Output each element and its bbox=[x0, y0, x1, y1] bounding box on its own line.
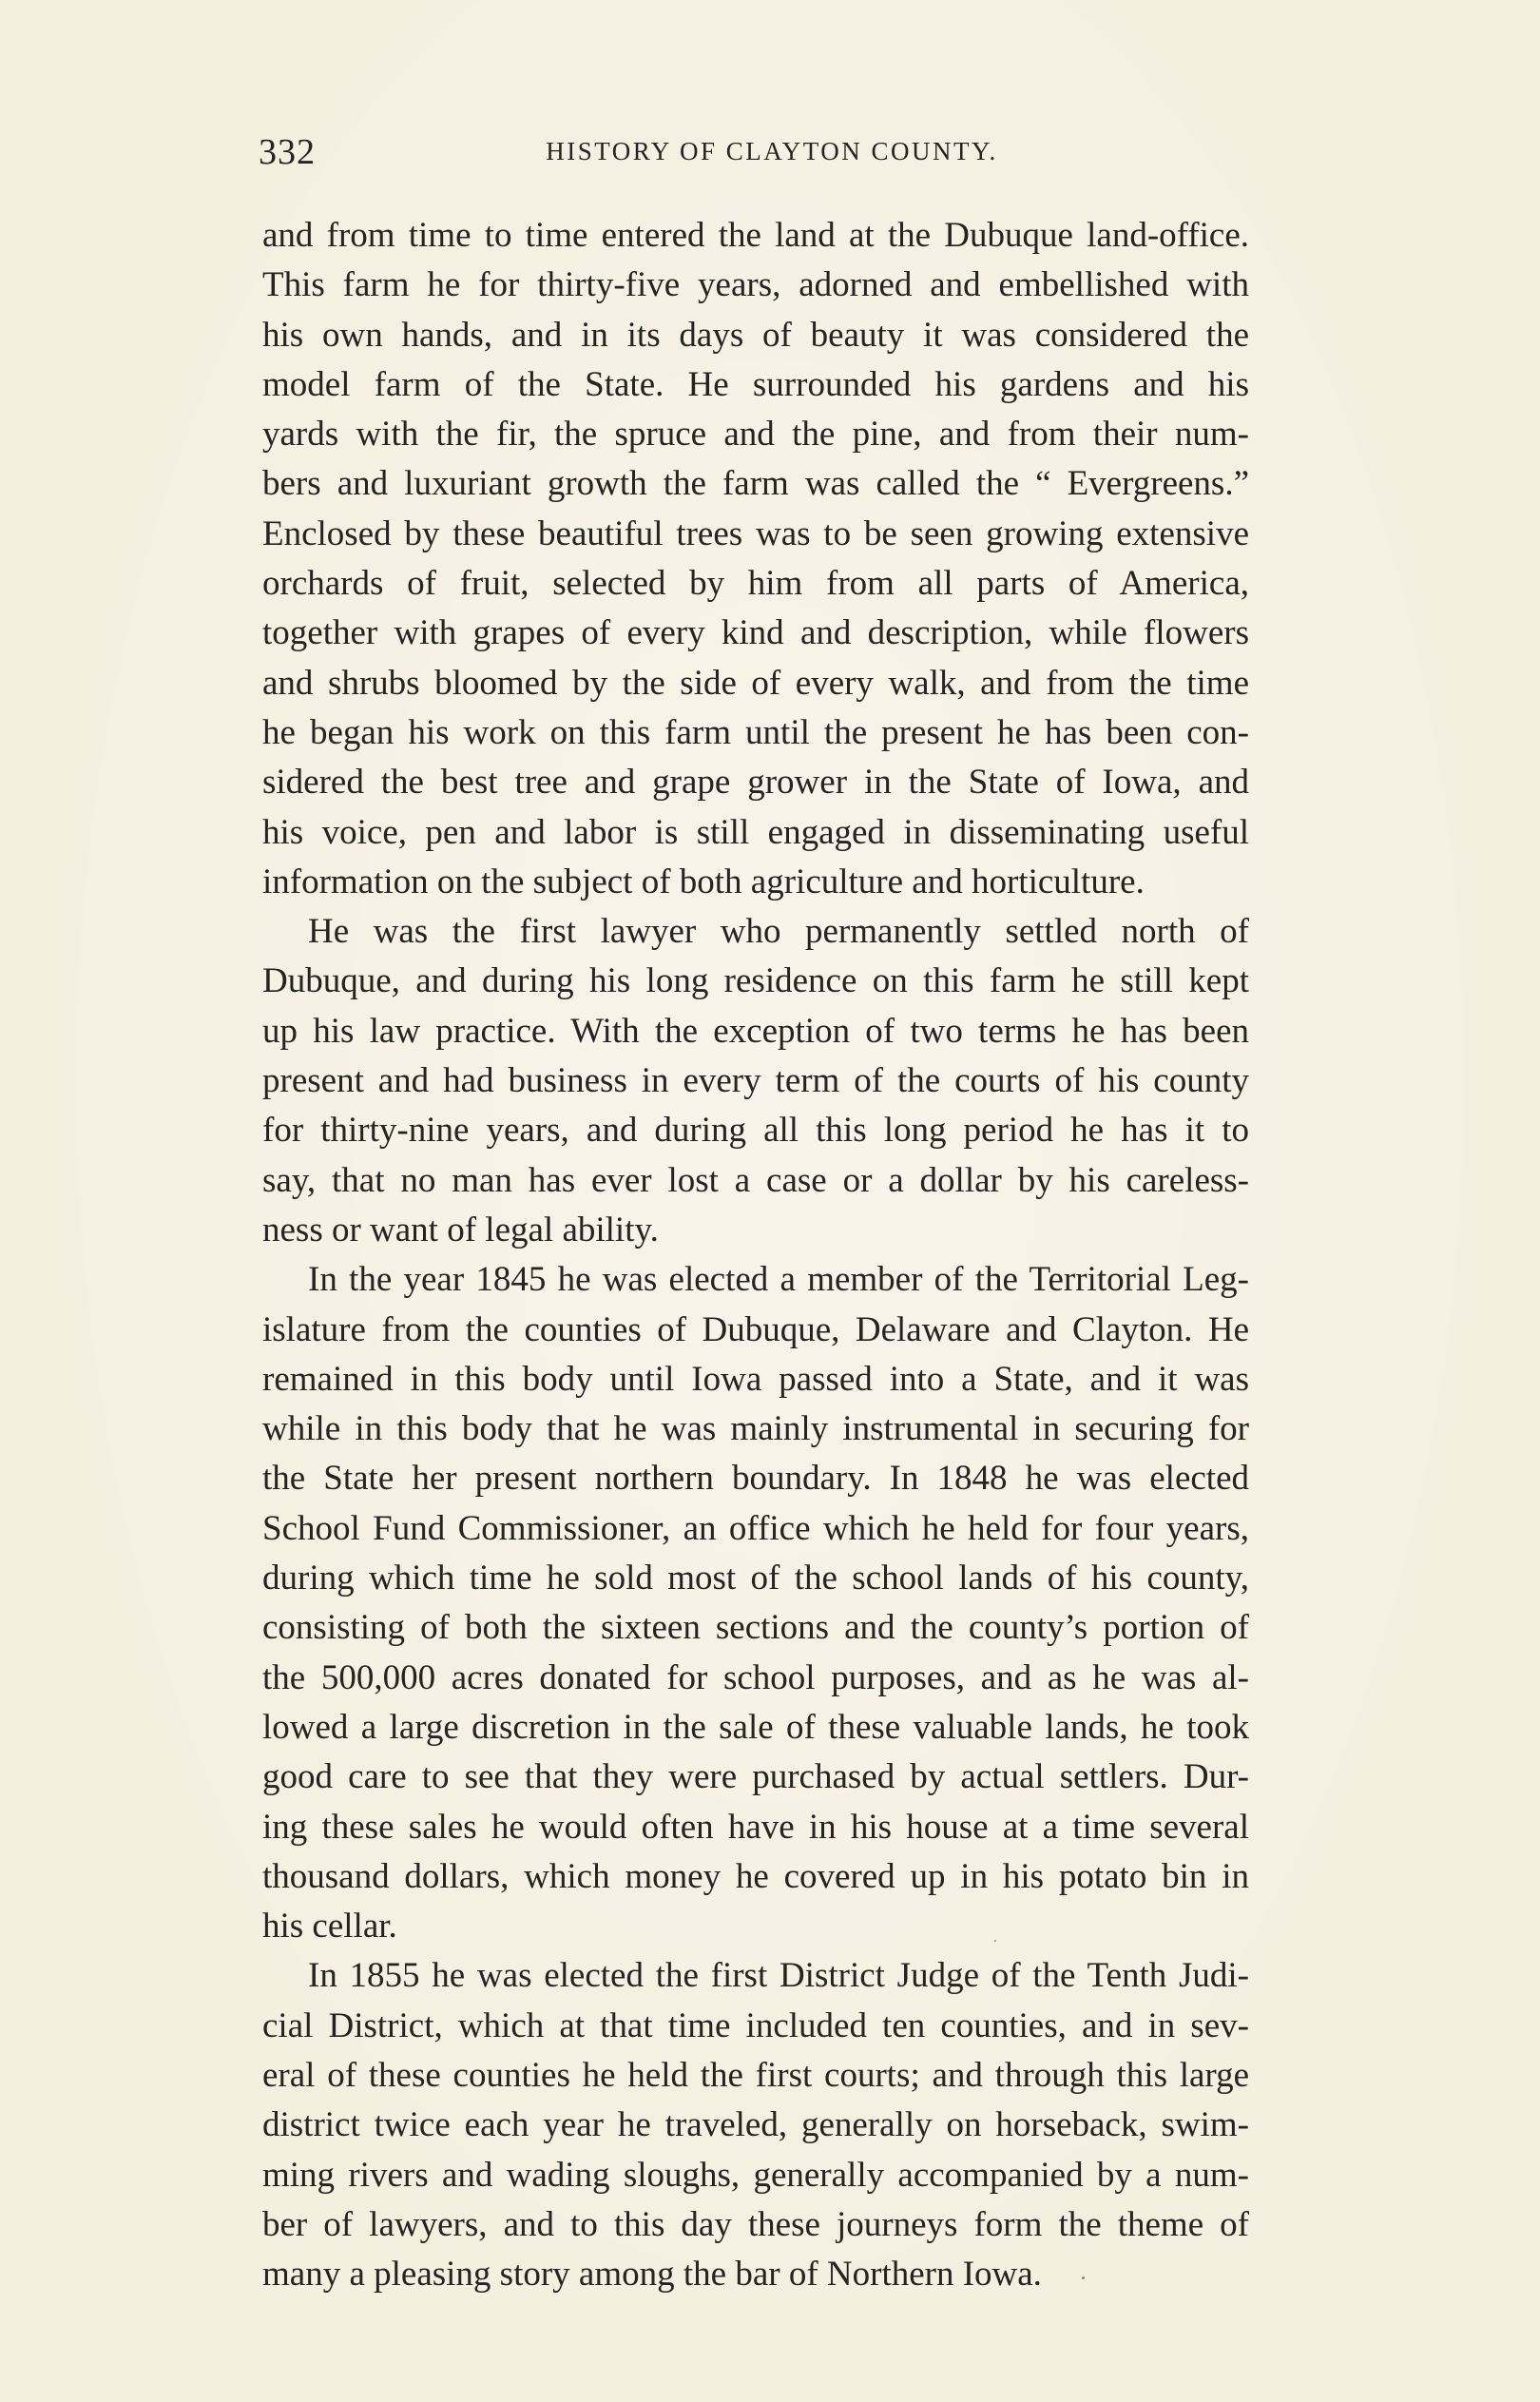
paragraph-first-line: In 1855 he was elected the first District Judge of the Tenth Judi- bbox=[308, 1956, 1249, 1996]
text-line: bers and luxuriant growth the farm was called the “ Evergreens.” bbox=[262, 464, 1249, 504]
text-line: sidered the best tree and grape grower in the State of Iowa, and bbox=[262, 763, 1249, 803]
text-line: ing these sales he would often have in his house at a time several bbox=[262, 1807, 1249, 1847]
body-text bbox=[262, 211, 1249, 2299]
text-line: during which time he sold most of the school lands of his county, bbox=[262, 1559, 1249, 1598]
text-line: Dubuque, and during his long residence on this farm he still kept bbox=[262, 961, 1249, 1001]
text-line: orchards of fruit, selected by him from all parts of America, bbox=[262, 564, 1249, 604]
paper-speck bbox=[1082, 2276, 1085, 2279]
text-line: ber of lawyers, and to this day these journeys form the theme of bbox=[262, 2204, 1249, 2244]
text-line: his cellar. bbox=[262, 1907, 397, 1947]
page-number: 332 bbox=[259, 132, 316, 172]
text-line: eral of these counties he held the first courts; and through this large bbox=[262, 2055, 1249, 2095]
text-line: ness or want of legal ability. bbox=[262, 1210, 659, 1249]
paragraph-first-line: In the year 1845 he was elected a member of the Territorial Leg- bbox=[308, 1260, 1249, 1300]
text-line: while in this body that he was mainly instrumental in securing for bbox=[262, 1409, 1249, 1449]
text-line: remained in this body until Iowa passed into a State, and it was bbox=[262, 1359, 1249, 1399]
text-line: thousand dollars, which money he covered up in his potato bin in bbox=[262, 1856, 1249, 1896]
text-line: up his law practice. With the exception of two terms he has been bbox=[262, 1011, 1249, 1051]
text-line: ming rivers and wading sloughs, generally accompanied by a num- bbox=[262, 2155, 1249, 2195]
text-line: This farm he for thirty-five years, adorned and embellished with bbox=[262, 265, 1249, 305]
paper-speck bbox=[994, 1940, 996, 1942]
text-line: his voice, pen and labor is still engaged in disseminating useful bbox=[262, 812, 1249, 852]
text-line: the 500,000 acres donated for school purposes, and as he was al- bbox=[262, 1657, 1249, 1697]
running-title: HISTORY OF CLAYTON COUNTY. bbox=[546, 137, 998, 165]
text-line: and shrubs bloomed by the side of every walk, and from the time bbox=[262, 663, 1249, 703]
text-line: School Fund Commissioner, an office which he held for four years, bbox=[262, 1508, 1249, 1548]
text-line: and from time to time entered the land at the Dubuque land-office. bbox=[262, 216, 1249, 255]
text-line: district twice each year he traveled, generally on horseback, swim- bbox=[262, 2105, 1249, 2145]
text-line: say, that no man has ever lost a case or a dollar by his careless- bbox=[262, 1160, 1249, 1200]
text-line: his own hands, and in its days of beauty it was considered the bbox=[262, 315, 1249, 355]
text-line: together with grapes of every kind and description, while flowers bbox=[262, 613, 1249, 653]
text-line: yards with the fir, the spruce and the pine, and from their num- bbox=[262, 415, 1249, 455]
text-line: information on the subject of both agriculture and horticulture. bbox=[262, 862, 1145, 901]
text-line: good care to see that they were purchased by actual settlers. Dur- bbox=[262, 1757, 1249, 1797]
text-line: many a pleasing story among the bar of Northern Iowa. bbox=[262, 2255, 1042, 2295]
text-line: lowed a large discretion in the sale of these valuable lands, he took bbox=[262, 1707, 1249, 1747]
text-line: model farm of the State. He surrounded his gardens and his bbox=[262, 364, 1249, 404]
text-line: for thirty-nine years, and during all this long period he has it to bbox=[262, 1111, 1249, 1151]
text-line: Enclosed by these beautiful trees was to be seen growing extensive bbox=[262, 513, 1249, 553]
text-line: he began his work on this farm until the present he has been con- bbox=[262, 712, 1249, 752]
text-line: present and had business in every term of the courts of his county bbox=[262, 1061, 1249, 1101]
text-line: islature from the counties of Dubuque, Delaware and Clayton. He bbox=[262, 1309, 1249, 1349]
running-head bbox=[259, 131, 1247, 179]
text-line: consisting of both the sixteen sections and the county’s portion of bbox=[262, 1608, 1249, 1648]
text-line: the State her present northern boundary. In 1848 he was elected bbox=[262, 1459, 1249, 1499]
paragraph-first-line: He was the first lawyer who permanently settled north of bbox=[308, 912, 1249, 952]
text-line: cial District, which at that time included ten counties, and in sev- bbox=[262, 2005, 1249, 2045]
